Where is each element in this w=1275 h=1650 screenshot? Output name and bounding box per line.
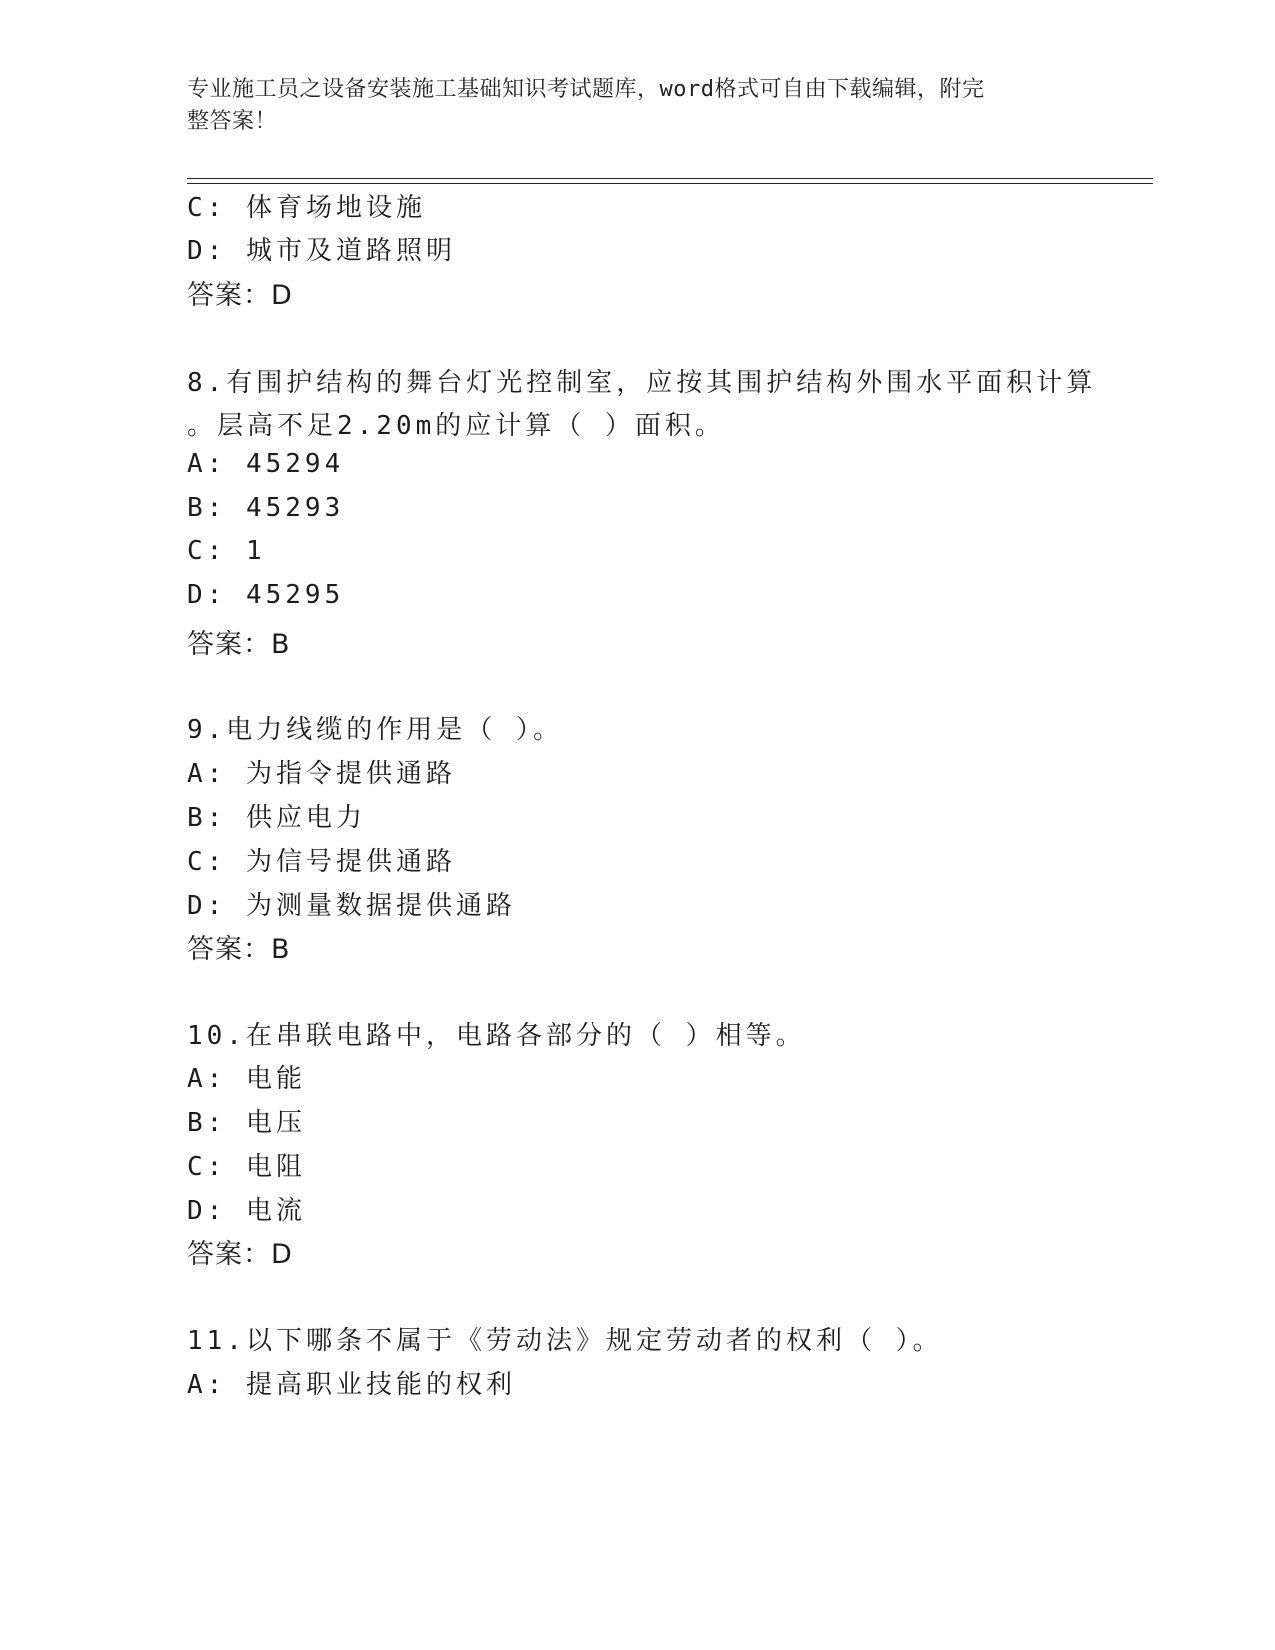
q11-option-a: A: 提高职业技能的权利 [187, 1370, 516, 1400]
q8-answer: 答案：B [187, 629, 291, 660]
q9-option-c: C: 为信号提供通路 [187, 847, 456, 877]
q9-option-a: A: 为指令提供通路 [187, 759, 456, 789]
q9-stem: 9.电力线缆的作用是（ ）。 [187, 715, 563, 745]
q8-stem-line-1: 8.有围护结构的舞台灯光控制室，应按其围护结构外围水平面积计算 [187, 368, 1097, 398]
q9-option-d: D: 为测量数据提供通路 [187, 891, 516, 921]
q10-answer: 答案：D [187, 1239, 293, 1270]
header-line-1: 专业施工员之设备安装施工基础知识考试题库，word格式可自由下载编辑，附完 [187, 77, 985, 102]
q8-option-c: C: 1 [187, 536, 266, 566]
q8-stem-line-2: 。层高不足2.20m的应计算（ ）面积。 [187, 411, 725, 441]
q7-option-d: D: 城市及道路照明 [187, 236, 456, 266]
q10-stem: 10.在串联电路中，电路各部分的（ ）相等。 [187, 1021, 806, 1051]
q10-option-a: A: 电能 [187, 1064, 306, 1094]
q7-option-c: C: 体育场地设施 [187, 193, 426, 223]
document-header [187, 74, 1067, 138]
header-divider-bottom [187, 183, 1153, 184]
q7-answer: 答案：D [187, 280, 293, 311]
q10-option-d: D: 电流 [187, 1196, 306, 1226]
header-line-2: 整答案！ [187, 109, 278, 134]
q8-option-b: B: 45293 [187, 493, 345, 523]
q10-option-c: C: 电阻 [187, 1152, 306, 1182]
q8-option-d: D: 45295 [187, 580, 345, 610]
q8-option-a: A: 45294 [187, 449, 345, 479]
header-divider-top [187, 178, 1153, 179]
q9-answer: 答案：B [187, 934, 291, 965]
q11-stem: 11.以下哪条不属于《劳动法》规定劳动者的权利（ ）。 [187, 1326, 943, 1356]
q10-option-b: B: 电压 [187, 1108, 306, 1138]
q9-option-b: B: 供应电力 [187, 803, 366, 833]
